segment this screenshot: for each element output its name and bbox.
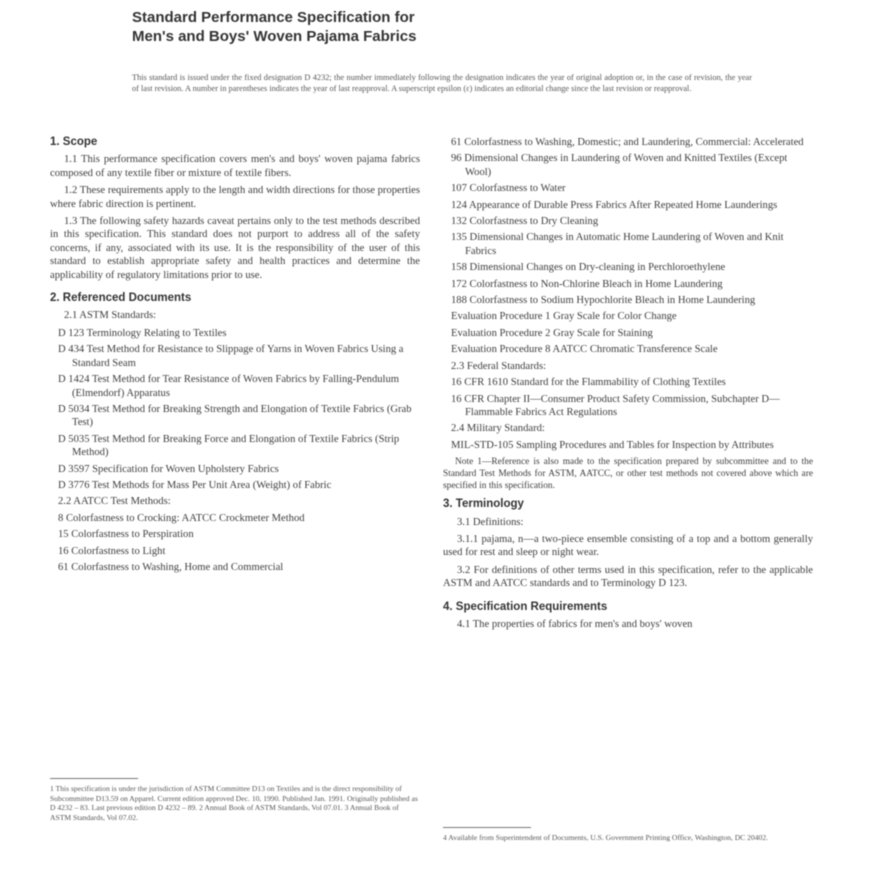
footnotes-left: 1 This specification is under the jurisdiction of ASTM Committee D13 on Textiles and is the direct responsibility of Subcommittee D13.59 on Apparel. Current edition approved Dec. 10, 1990. Published Jan. 1991. Originally published as D 4232 – 83. Last previous edition D 4232 – 89. 2 Annual Book of ASTM Standards, Vol 07.01. 3 Annual Book of ASTM Standards, Vol 07.02. <box>50 784 418 822</box>
footnotes-right: 4 Available from Superintendent of Documents, U.S. Government Printing Office, Washington, DC 20402. <box>443 833 769 842</box>
reference-item: Evaluation Procedure 8 AATCC Chromatic Transference Scale <box>451 344 718 356</box>
right-column <box>443 136 813 635</box>
reference-item: 61 Colorfastness to Washing, Domestic; and Laundering, Commercial: Accelerated <box>451 137 804 148</box>
reference-item: 16 Colorfastness to Light <box>58 545 166 557</box>
footnote-rule-right <box>443 827 531 828</box>
designation-note: This standard is issued under the fixed designation D 4232; the number immediately following the designation indicates the year of original adoption or, in the case of revision, the year of last revision. A number in parentheses indicates the year of last reapproval. A superscript epsilon (ε) indicates an editorial change since the last revision or reapproval. <box>132 73 752 93</box>
reference-item: 158 Dimensional Changes on Dry-cleaning in Perchloroethylene <box>451 262 726 274</box>
reference-item: D 434 Test Method for Resistance to Slippage of Yarns in Woven Fabrics Using a Standard Seam <box>58 344 404 369</box>
specification-paragraph-1: 4.1 The properties of fabrics for men's and boys' woven <box>457 618 693 630</box>
terminology-paragraph-1: 3.1.1 pajama, n—a two-piece ensemble consisting of a top and a bottom generally used for rest and sleep or night wear. <box>443 533 813 559</box>
terminology-paragraph-2: 3.2 For definitions of other terms used in this specification, refer to the applicable ASTM and AATCC standards and to Terminology D 123. <box>443 564 813 590</box>
reference-item: D 1424 Test Method for Tear Resistance of Woven Fabrics by Falling-Pendulum (Elmendorf) Apparatus <box>58 374 400 399</box>
reference-item: 16 CFR 1610 Standard for the Flammability of Clothing Textiles <box>451 377 726 389</box>
scope-paragraph-2: 1.2 These requirements apply to the length and width directions for those properties where fabric direction is pertinent. <box>50 185 420 210</box>
scope-paragraph-1: 1.1 This performance specification covers men's and boys' woven pajama fabrics composed of any textile fiber or mixture of textile fibers. <box>50 154 420 179</box>
reference-item: D 3597 Specification for Woven Upholstery Fabrics <box>58 463 279 475</box>
reference-item: 8 Colorfastness to Crocking: AATCC Crockmeter Method <box>58 512 305 524</box>
reference-item: D 5034 Test Method for Breaking Strength and Elongation of Textile Fabrics (Grab Test) <box>58 403 412 429</box>
reference-item: Evaluation Procedure 1 Gray Scale for Color Change <box>451 311 677 323</box>
reference-item: 132 Colorfastness to Dry Cleaning <box>451 216 599 228</box>
reference-item: D 3776 Test Methods for Mass Per Unit Area (Weight) of Fabric <box>58 479 332 491</box>
reference-item: 2.2 AATCC Test Methods: <box>58 496 171 508</box>
reference-item: D 123 Terminology Relating to Textiles <box>58 327 227 339</box>
specification-requirements-heading: 4. Specification Requirements <box>443 600 608 613</box>
document-title <box>132 8 752 46</box>
reference-item: 107 Colorfastness to Water <box>451 183 566 195</box>
reference-item: 16 CFR Chapter II—Consumer Product Safety Commission, Subchapter D—Flammable Fabrics Act Regulations <box>451 393 780 418</box>
definitions-subheading: 3.1 Definitions: <box>457 516 524 528</box>
reference-item: 61 Colorfastness to Washing, Home and Commercial <box>58 561 284 573</box>
reference-item: 2.3 Federal Standards: <box>451 360 547 372</box>
title-line-1: Standard Performance Specification for <box>132 9 415 26</box>
reference-item: 96 Dimensional Changes in Laundering of Woven and Knitted Textiles (Except Wool) <box>451 153 788 178</box>
footnote-rule-left <box>50 778 138 779</box>
referenced-documents-heading: 2. Referenced Documents <box>50 292 192 305</box>
reference-item: MIL-STD-105 Sampling Procedures and Tables for Inspection by Attributes <box>451 439 774 451</box>
reference-item: 172 Colorfastness to Non-Chlorine Bleach in Home Laundering <box>451 278 723 290</box>
reference-item: Evaluation Procedure 2 Gray Scale for Staining <box>451 327 653 339</box>
reference-item: D 5035 Test Method for Breaking Force and Elongation of Textile Fabrics (Strip Method) <box>58 433 400 459</box>
reference-item: 135 Dimensional Changes in Automatic Home Laundering of Woven and Knit Fabrics <box>451 232 784 257</box>
scope-paragraph-3: 1.3 The following safety hazards caveat pertains only to the test methods described in this specification. This standard does not purport to address all of the safety concerns, if any, associated with its use. It is the responsibility of the user of this standard to establish appropriate safety and health practices and determine the applicability of regulatory limitations prior to use. <box>50 216 420 281</box>
reference-item: 188 Colorfastness to Sodium Hypochlorite Bleach in Home Laundering <box>451 295 756 307</box>
reference-item: 124 Appearance of Durable Press Fabrics After Repeated Home Launderings <box>451 199 778 211</box>
reference-item: 15 Colorfastness to Perspiration <box>58 529 194 541</box>
reference-item: 2.4 Military Standard: <box>451 423 545 435</box>
title-line-2: Men's and Boys' Woven Pajama Fabrics <box>132 28 417 45</box>
scope-heading: 1. Scope <box>50 136 98 148</box>
terminology-heading: 3. Terminology <box>443 498 524 511</box>
astm-standards-intro: 2.1 ASTM Standards: <box>64 310 157 322</box>
left-column <box>50 136 420 577</box>
note-1: Note 1—Reference is also made to the specification prepared by subcommittee and to the Standard Test Methods for ASTM, AATCC, or other test methods not covered above which are specified in this specification. <box>443 457 813 492</box>
